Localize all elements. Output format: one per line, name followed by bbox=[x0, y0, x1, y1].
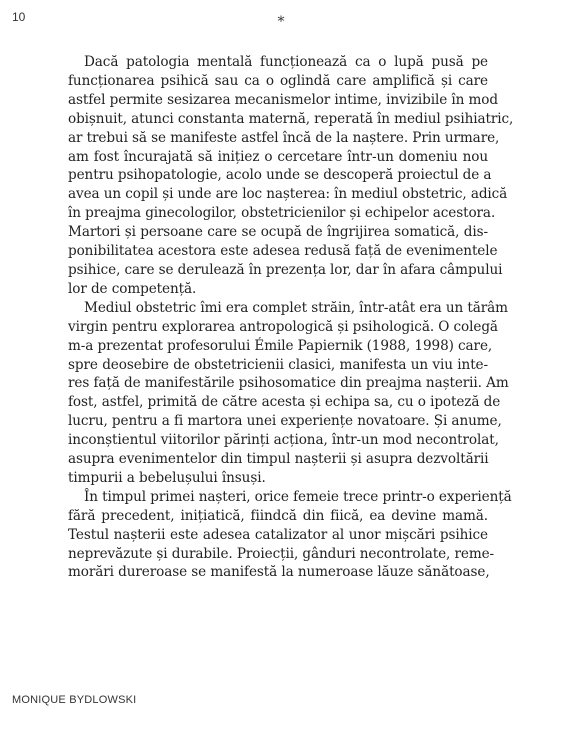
text-line: Testul nașterii este adesea catalizator al unor mișcări psihice bbox=[68, 526, 488, 543]
text-line: lucru, pentru a fi martora unei experiențe novatoare. Și anume, bbox=[68, 413, 502, 430]
text-line: virgin pentru explorarea antropologică și psihologică. O colegă bbox=[68, 318, 498, 335]
text-line: avea un copil și unde are loc nașterea: în mediul obstetric, adică bbox=[68, 186, 508, 203]
text-line: ponibilitatea acestora este adesea redusă față de evenimentele bbox=[68, 243, 498, 260]
body-text bbox=[68, 53, 514, 582]
text-line: funcționarea psihică sau ca o oglindă care amplifică și care bbox=[68, 72, 488, 89]
author-footer: MONIQUE BYDLOWSKI bbox=[12, 694, 137, 706]
text-line: fost, astfel, primită de către acesta și echipa sa, cu o ipoteză de bbox=[68, 394, 501, 411]
text-line: în preajma ginecologilor, obstetricienilor și echipelor acestora. bbox=[68, 205, 496, 222]
text-line: lor de competență. bbox=[68, 280, 197, 297]
text-line: obișnuit, atunci constanta maternă, reperată în mediul psihiatric, bbox=[68, 110, 514, 127]
text-line: ar trebui să se manifeste astfel încă de la naștere. Prin urmare, bbox=[68, 129, 500, 146]
text-line: res față de manifestările psihosomatice din preajma nașterii. Am bbox=[68, 375, 509, 392]
text-line: spre deosebire de obstetricienii clasici, manifesta un viu inte- bbox=[68, 356, 488, 373]
text-line: m-a prezentat profesorului Émile Papiernik (1988, 1998) care, bbox=[68, 337, 493, 354]
text-line: pentru psihopatologie, acolo unde se descoperă proiectul de a bbox=[68, 167, 492, 184]
section-separator: * bbox=[277, 14, 285, 30]
page-number: 10 bbox=[12, 10, 26, 24]
text-line: am fost încurajată să inițiez o cercetare într-un domeniu nou bbox=[68, 148, 488, 165]
text-line: astfel permite sesizarea mecanismelor intime, invizibile în mod bbox=[68, 91, 498, 108]
text-line: inconștientul viitorilor părinți acționa, într-un mod necontrolat, bbox=[68, 432, 499, 449]
text-line: fără precedent, inițiatică, fiindcă din fiică, ea devine mamă. bbox=[68, 507, 488, 524]
text-line: timpurii a bebelușului însuși. bbox=[68, 469, 266, 486]
text-line: În timpul primei nașteri, orice femeie trece printr-o experiență bbox=[84, 488, 512, 505]
text-line: morări dureroase se manifestă la numeroase lăuze sănătoase, bbox=[68, 564, 490, 581]
text-line: neprevăzute și durabile. Proiecții, gânduri necontrolate, reme- bbox=[68, 545, 495, 562]
text-line: psihice, care se derulează în prezența lor, dar în afara câmpului bbox=[68, 261, 503, 278]
text-line: Mediul obstetric îmi era complet străin, într-atât era un tărâm bbox=[84, 299, 508, 316]
text-line: Martori și persoane care se ocupă de îngrijirea somatică, dis- bbox=[68, 224, 488, 241]
text-line: Dacă patologia mentală funcționează ca o lupă pusă pe bbox=[84, 54, 488, 70]
text-line: asupra evenimentelor din timpul nașterii și asupra dezvoltării bbox=[68, 451, 489, 468]
